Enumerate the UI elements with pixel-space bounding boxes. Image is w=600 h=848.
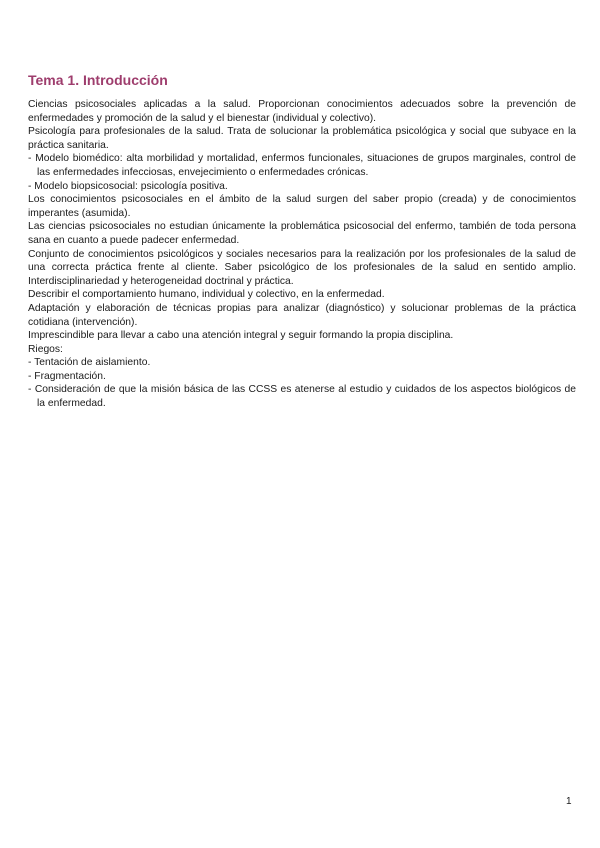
- paragraph: Describir el comportamiento humano, individual y colectivo, en la enfermedad.: [28, 289, 385, 301]
- list-item: - Tentación de aislamiento.: [28, 357, 151, 369]
- paragraph: Psicología para profesionales de la salud. Trata de solucionar la problemática psicológica y social que subyace en la práctica sanitaria.: [28, 126, 576, 151]
- list-item: - Consideración de que la misión básica de las CCSS es atenerse al estudio y cuidados de los aspectos biológicos de la enfermedad.: [28, 384, 576, 410]
- paragraph: Adaptación y elaboración de técnicas propias para analizar (diagnóstico) y solucionar problemas de la práctica cotidiana (intervención).: [28, 302, 576, 328]
- paragraph: Ciencias psicosociales aplicadas a la salud. Proporcionan conocimientos adecuados sobre la prevención de enfermedades y promoción de la salud y el bienestar (individual y colectivo).: [28, 99, 576, 124]
- paragraph: Conjunto de conocimientos psicológicos y sociales necesarios para la realización por los profesionales de la salud de una correcta práctica frente al cliente. Saber psicológico de los profesionales de la salud en sentido amplio. Interdisciplinariedad y heterogeneidad doctrinal y práctica.: [28, 248, 576, 287]
- paragraph: Los conocimientos psicosociales en el ámbito de la salud surgen del saber propio (creada) y de conocimientos imperantes (asumida).: [28, 194, 576, 219]
- paragraph: Las ciencias psicosociales no estudian únicamente la problemática psicosocial del enfermo, también de toda persona sana en cuanto a puede padecer enfermedad.: [28, 221, 576, 246]
- page-number: 1: [566, 796, 572, 807]
- list-item: - Fragmentación.: [28, 370, 106, 382]
- paragraph: Riegos:: [28, 343, 63, 355]
- list-item: - Modelo biopsicosocial: psicología positiva.: [28, 180, 228, 192]
- paragraph: Imprescindible para llevar a cabo una atención integral y seguir formando la propia disciplina.: [28, 330, 454, 342]
- list-item: - Modelo biomédico: alta morbilidad y mortalidad, enfermos funcionales, situaciones de grupos marginales, control de las enfermedades infecciosas, envejecimiento o enfermedades crónicas.: [28, 153, 576, 178]
- page-title: Tema 1. Introducción: [28, 72, 168, 88]
- document-body: [28, 98, 576, 411]
